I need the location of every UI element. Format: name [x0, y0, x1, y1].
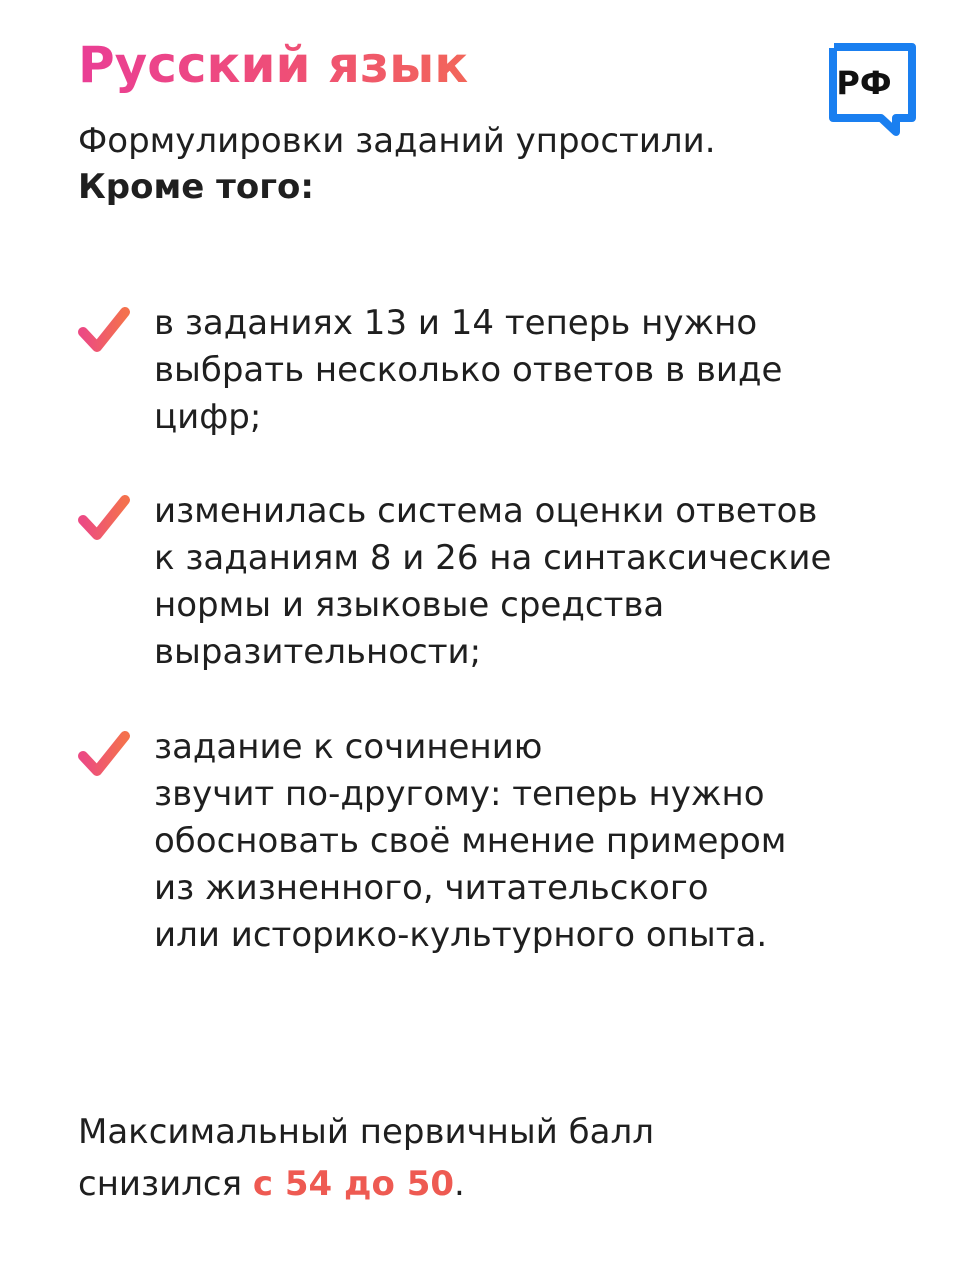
checkmark-icon	[76, 304, 132, 354]
page-title: Русский язык	[78, 30, 468, 100]
intro-line-2: Кроме того:	[78, 167, 314, 207]
intro-text	[78, 118, 818, 210]
intro-line-1: Формулировки заданий упростили.	[78, 121, 716, 161]
footer-note	[78, 1106, 898, 1210]
score-change-highlight: с 54 до 50	[252, 1164, 455, 1204]
checkmark-icon	[76, 492, 132, 542]
list-item	[76, 724, 906, 964]
checkmark-icon	[76, 728, 132, 778]
list-item-text: задание к сочинению звучит по-другому: теперь нужно обосновать своё мнение примером из жизненного, читательского или историко-культурного опыта.	[154, 727, 787, 955]
footer-line-2-prefix: снизился	[78, 1164, 253, 1204]
footer-line-1: Максимальный первичный балл	[78, 1112, 654, 1152]
list-item-text: изменилась система оценки ответов к заданиям 8 и 26 на синтаксические нормы и языковые средства выразительности;	[154, 491, 832, 672]
list-item-text: в заданиях 13 и 14 теперь нужно выбрать несколько ответов в виде цифр;	[154, 303, 783, 437]
rf-speech-bubble-logo-icon	[828, 42, 920, 138]
list-item	[76, 488, 906, 678]
list-item	[76, 300, 906, 450]
rf-logo	[828, 42, 920, 138]
footer-line-2-suffix: .	[454, 1164, 465, 1204]
logo-text: РФ	[836, 64, 892, 102]
